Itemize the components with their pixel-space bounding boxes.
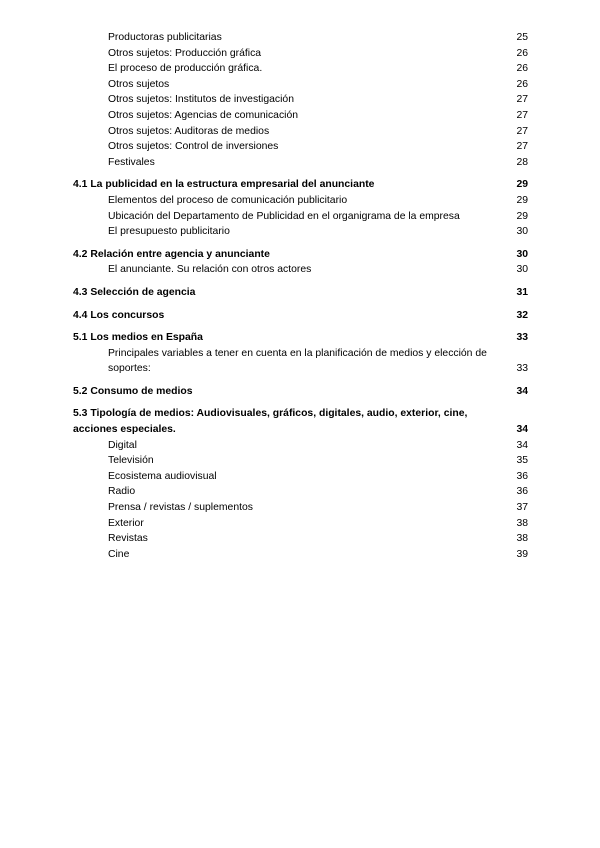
toc-entry-title: Radio	[108, 486, 136, 498]
toc-entry-title: Prensa / revistas / suplementos	[108, 502, 253, 514]
toc-entry-page: 38	[516, 533, 528, 545]
toc-subentry	[73, 224, 528, 240]
toc-subentry	[73, 346, 528, 377]
toc-entry-page: 34	[516, 385, 528, 397]
toc-entry-title: 5.3 Tipología de medios: Audiovisuales, gráficos, digitales, audio, exterior, cine, acciones especiales.	[73, 408, 468, 436]
toc-section-entry	[73, 308, 528, 324]
toc-entry-title: Ubicación del Departamento de Publicidad en el organigrama de la empresa	[108, 210, 460, 222]
toc-subentry	[73, 139, 528, 155]
toc-subentry	[73, 193, 528, 209]
toc-entry-title: 4.4 Los concursos	[73, 309, 165, 321]
toc-entry-page: 31	[516, 286, 528, 298]
toc-entry-title: Cine	[108, 548, 130, 560]
toc-entry-page: 34	[516, 439, 528, 451]
toc-entry-title: 4.3 Selección de agencia	[73, 286, 196, 298]
toc-entry-title: Otros sujetos: Producción gráfica	[108, 47, 262, 59]
toc-subentry	[73, 453, 528, 469]
toc-subentry	[73, 92, 528, 108]
toc-entry-title: Otros sujetos: Control de inversiones	[108, 141, 279, 153]
toc-entry-page: 29	[516, 210, 528, 222]
toc-subentry	[73, 30, 528, 46]
toc-section-entry	[73, 384, 528, 400]
toc-entry-page: 28	[516, 156, 528, 168]
toc-subentry	[73, 500, 528, 516]
toc-entry-page: 26	[516, 47, 528, 59]
toc-section-entry	[73, 247, 528, 263]
toc-entry-title: 4.1 La publicidad en la estructura empresarial del anunciante	[73, 179, 375, 191]
toc-entry-page: 30	[516, 248, 528, 260]
toc-entry-page: 35	[516, 455, 528, 467]
toc-entry-title: El presupuesto publicitario	[108, 226, 230, 238]
toc-entry-page: 26	[516, 78, 528, 90]
toc-entry-title: 5.2 Consumo de medios	[73, 385, 193, 397]
toc-entry-title: Elementos del proceso de comunicación publicitario	[108, 194, 348, 206]
toc-entry-page: 37	[516, 502, 528, 514]
toc-entry-title: Otros sujetos: Institutos de investigación	[108, 94, 294, 106]
toc-subentry	[73, 209, 528, 225]
toc-subentry	[73, 61, 528, 77]
toc-section-entry	[73, 285, 528, 301]
toc-entry-title: El anunciante. Su relación con otros actores	[108, 264, 312, 276]
toc-entry-page: 36	[516, 470, 528, 482]
toc-entry-title: Principales variables a tener en cuenta en la planificación de medios y elección de soportes:	[108, 347, 487, 375]
toc-subentry	[73, 484, 528, 500]
toc-entry-page: 26	[516, 63, 528, 75]
toc-entry-page: 36	[516, 486, 528, 498]
toc-entry-page: 33	[516, 332, 528, 344]
toc-subentry	[73, 46, 528, 62]
toc-entry-title: Otros sujetos	[108, 78, 170, 90]
toc-entry-title: Revistas	[108, 533, 148, 545]
toc-entry-title: Productoras publicitarias	[108, 32, 222, 43]
toc-entry-page: 39	[516, 548, 528, 560]
toc-entry-page: 30	[516, 226, 528, 238]
toc-subentry	[73, 262, 528, 278]
toc-entry-page: 27	[516, 94, 528, 106]
toc-subentry	[73, 469, 528, 485]
toc-subentry	[73, 531, 528, 547]
toc-entry-title: Ecosistema audiovisual	[108, 470, 217, 482]
toc-entry-title: Otros sujetos: Auditoras de medios	[108, 125, 270, 137]
toc-entry-page: 27	[516, 125, 528, 137]
toc-entry-page: 33	[516, 363, 528, 375]
toc-entry-title: Televisión	[108, 455, 154, 467]
toc-entry-page: 30	[516, 264, 528, 276]
toc-subentry	[73, 547, 528, 563]
toc-entry-page: 27	[516, 141, 528, 153]
toc-entry-title: Otros sujetos: Agencias de comunicación	[108, 109, 299, 121]
toc-subentry	[73, 516, 528, 532]
toc-entry-title: 4.2 Relación entre agencia y anunciante	[73, 248, 270, 260]
toc-subentry	[73, 155, 528, 171]
toc-section-entry	[73, 330, 528, 346]
toc-entry-title: 5.1 Los medios en España	[73, 332, 203, 344]
toc-section-entry	[73, 406, 528, 437]
toc-subentry	[73, 124, 528, 140]
toc-entry-title: Festivales	[108, 156, 155, 168]
toc-entry-page: 38	[516, 517, 528, 529]
toc-section-entry	[73, 177, 528, 193]
toc-entry-title: El proceso de producción gráfica.	[108, 63, 263, 75]
table-of-contents	[73, 30, 528, 562]
toc-entry-title: Exterior	[108, 517, 144, 529]
toc-entry-page: 29	[516, 179, 528, 191]
toc-entry-page: 27	[516, 109, 528, 121]
toc-entry-page: 29	[516, 194, 528, 206]
toc-subentry	[73, 108, 528, 124]
toc-subentry	[73, 438, 528, 454]
toc-entry-page: 34	[516, 424, 528, 436]
toc-subentry	[73, 77, 528, 93]
toc-entry-page: 32	[516, 309, 528, 321]
toc-entry-page: 25	[516, 32, 528, 43]
toc-entry-title: Digital	[108, 439, 137, 451]
